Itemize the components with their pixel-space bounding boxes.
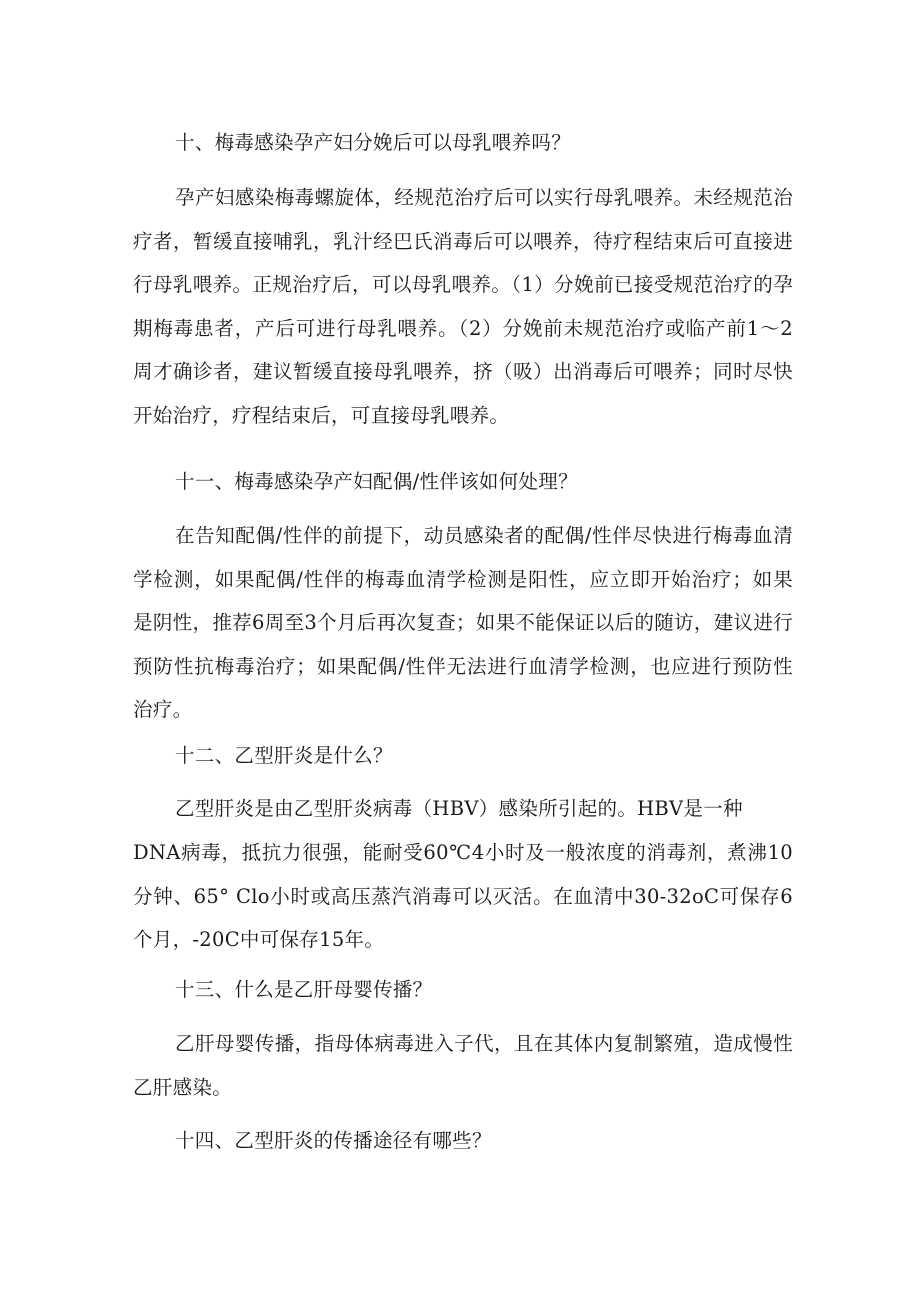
q12-heading: 十二、乙型肝炎是什么？ [175,744,393,767]
q13-heading: 十三、什么是乙肝母婴传播？ [175,978,433,1001]
q10-answer: 孕产妇感染梅毒螺旋体，经规范治疗后可以实行母乳喂养。未经规范治疗者，暂缓直接哺乳，乳汁经巴氏消毒后可以喂养，待疗程结束后可直接进行母乳喂养。正规治疗后，可以母乳喂养。（1）分娩前已接受规范治疗的孕期梅毒患者，产后可进行母乳喂养。（2）分娩前未规范治疗或临产前1～2周才确诊者，建议暂缓直接母乳喂养，挤（吸）出消毒后可喂养；同时尽快开始治疗，疗程结束后，可直接母乳喂养。 [133,186,793,427]
q10-heading: 十、梅毒感染孕产妇分娩后可以母乳喂养吗？ [175,131,572,154]
q11-answer: 在告知配偶/性伴的前提下，动员感染者的配偶/性伴尽快进行梅毒血清学检测，如果配偶/性伴的梅毒血清学检测是阳性，应立即开始治疗；如果是阴性，推荐6周至3个月后再次复查；如果不能保证以后的随访，建议进行预防性抗梅毒治疗；如果配偶/性伴无法进行血清学检测，也应进行预防性治疗。 [133,524,793,722]
q14-heading: 十四、乙型肝炎的传播途径有哪些？ [175,1129,492,1152]
q12-answer-line1: 乙型肝炎是由乙型肝炎病毒（HBV）感染所引起的。HBV是一种 [175,797,743,820]
q13-answer: 乙肝母婴传播，指母体病毒进入子代，且在其体内复制繁殖，造成慢性乙肝感染。 [133,1032,793,1099]
q12-answer-rest: DNA病毒，抵抗力很强，能耐受60℃4小时及一般浓度的消毒剂，煮沸10分钟、65° Clo小时或高压蒸汽消毒可以灭活。在血清中30-32oC可保存6个月，-20C中可保存15年。 [133,841,793,952]
q11-heading: 十一、梅毒感染孕产妇配偶/性伴该如何处理？ [175,470,578,493]
